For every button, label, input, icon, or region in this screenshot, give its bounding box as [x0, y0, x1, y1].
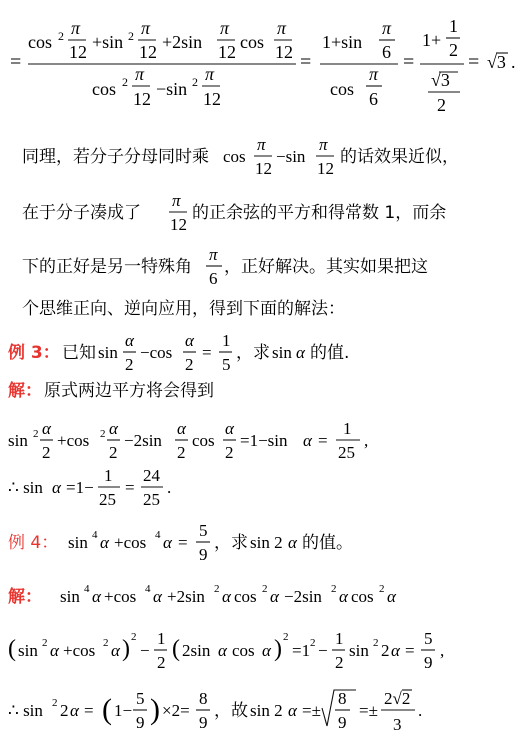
svg-text:6: 6 — [209, 269, 218, 288]
svg-text:原式两边平方将会得到: 原式两边平方将会得到 — [44, 381, 214, 401]
svg-text:6: 6 — [369, 89, 378, 109]
svg-text:12: 12 — [203, 89, 221, 109]
svg-text:4: 4 — [92, 529, 98, 541]
svg-text:，求: ，求 — [214, 533, 248, 553]
svg-text:12: 12 — [170, 215, 187, 234]
svg-text:=: = — [405, 641, 415, 660]
svg-text:=: = — [403, 51, 415, 73]
svg-text:=1: =1 — [292, 641, 311, 660]
svg-text:): ) — [274, 636, 282, 662]
svg-text:4: 4 — [155, 529, 161, 541]
paragraph-line-2: 在于分子凑成了 — [22, 203, 141, 223]
svg-text:−2sin: −2sin — [284, 587, 322, 606]
svg-text:2: 2 — [225, 443, 234, 462]
svg-text:2: 2 — [381, 641, 390, 660]
svg-text:α: α — [50, 641, 59, 660]
paragraph-line-1: 同理，若分子分母同时乘 — [22, 147, 209, 167]
svg-text:α: α — [262, 641, 271, 660]
example-3-label: 例 3： — [8, 343, 60, 363]
svg-text:α: α — [163, 533, 172, 552]
svg-text:2: 2 — [131, 631, 137, 643]
svg-text:2: 2 — [283, 631, 289, 643]
svg-text:cos: cos — [92, 79, 116, 99]
paragraph-line-3: 下的正好是另一特殊角 — [22, 257, 192, 277]
svg-text:=: = — [300, 51, 312, 73]
svg-text:1: 1 — [343, 419, 352, 438]
svg-text:=±: =± — [359, 701, 378, 720]
svg-text:1−: 1− — [114, 701, 133, 720]
svg-text:9: 9 — [338, 713, 347, 732]
svg-text:π: π — [369, 64, 379, 84]
svg-text:sin: sin — [349, 641, 369, 660]
svg-text:+cos: +cos — [104, 587, 137, 606]
paragraph-line-1-end: 的话效果近似， — [340, 147, 459, 167]
svg-text:α: α — [270, 587, 279, 606]
svg-text:已知: 已知 — [62, 343, 96, 363]
svg-text:π: π — [71, 18, 81, 38]
svg-text:π: π — [135, 64, 145, 84]
svg-text:−sin: −sin — [276, 147, 306, 166]
svg-text:2: 2 — [449, 40, 458, 60]
solution-3 — [0, 378, 521, 513]
svg-text:α: α — [303, 431, 312, 450]
svg-text:=: = — [202, 343, 212, 362]
svg-text:α: α — [109, 419, 118, 438]
svg-text:2: 2 — [157, 653, 166, 672]
svg-text:24: 24 — [143, 466, 160, 485]
svg-text:cos: cos — [234, 587, 257, 606]
svg-text:α: α — [391, 641, 400, 660]
svg-text:25: 25 — [99, 490, 116, 509]
svg-text:π: π — [205, 64, 215, 84]
svg-text:,: , — [440, 641, 445, 660]
svg-text:2√2: 2√2 — [384, 689, 411, 708]
svg-text:2: 2 — [192, 75, 198, 89]
svg-text:2: 2 — [60, 701, 69, 720]
svg-text:α: α — [42, 419, 51, 438]
svg-text:cos: cos — [232, 641, 255, 660]
svg-text:2: 2 — [52, 697, 58, 709]
svg-text:α: α — [225, 419, 234, 438]
svg-text:∴ sin: ∴ sin — [8, 478, 43, 497]
svg-text:√3: √3 — [487, 52, 506, 72]
svg-text:α: α — [185, 331, 194, 350]
svg-text:(: ( — [8, 636, 16, 662]
paragraph-line-4: 个思维正向、逆向应用，得到下面的解法： — [22, 299, 345, 319]
svg-text:2: 2 — [125, 355, 134, 374]
svg-text:+2sin: +2sin — [167, 587, 205, 606]
svg-text:2: 2 — [122, 75, 128, 89]
paragraph-line-2-end: 的正余弦的平方和得常数 1，而余 — [192, 203, 447, 223]
svg-text:2: 2 — [100, 428, 106, 440]
svg-text:1+: 1+ — [422, 30, 442, 50]
svg-text:5: 5 — [222, 355, 231, 374]
svg-text:sin 2: sin 2 — [250, 533, 283, 552]
svg-text:=1−: =1− — [66, 478, 94, 497]
paragraph-block — [0, 130, 521, 330]
svg-text:的值.: 的值. — [310, 343, 350, 363]
svg-text:5: 5 — [424, 629, 433, 648]
svg-text:4: 4 — [145, 583, 151, 595]
svg-text:=1−sin: =1−sin — [240, 431, 288, 450]
svg-text:α: α — [222, 587, 231, 606]
svg-text:cos: cos — [192, 431, 215, 450]
svg-text:2: 2 — [33, 428, 39, 440]
svg-text:√3: √3 — [431, 70, 450, 90]
svg-text:2: 2 — [310, 637, 316, 649]
svg-text:π: π — [382, 18, 392, 38]
svg-text:π: π — [257, 135, 266, 154]
svg-text:sin: sin — [272, 343, 292, 362]
svg-text:π: π — [277, 18, 287, 38]
svg-text:9: 9 — [199, 713, 208, 732]
svg-text:(: ( — [172, 636, 180, 662]
svg-text:α: α — [111, 641, 120, 660]
svg-text:9: 9 — [199, 545, 208, 564]
svg-text:12: 12 — [255, 159, 272, 178]
svg-text:12: 12 — [317, 159, 334, 178]
svg-text:8: 8 — [199, 689, 208, 708]
svg-text:1: 1 — [104, 466, 113, 485]
svg-text:sin: sin — [98, 343, 118, 362]
solution-4-label: 解： — [8, 587, 42, 607]
svg-text:α: α — [387, 587, 396, 606]
solution-4 — [0, 578, 521, 755]
svg-text:α: α — [92, 587, 101, 606]
svg-text:25: 25 — [143, 490, 160, 509]
svg-text:sin 2: sin 2 — [250, 701, 283, 720]
svg-text:5: 5 — [136, 689, 145, 708]
svg-text:.: . — [167, 478, 172, 497]
equation-top — [0, 0, 521, 120]
svg-text:=: = — [84, 701, 94, 720]
svg-text:cos: cos — [330, 79, 354, 99]
svg-text:12: 12 — [69, 42, 87, 62]
svg-text:12: 12 — [275, 42, 293, 62]
svg-text:×2=: ×2= — [162, 701, 190, 720]
svg-text:−2sin: −2sin — [124, 431, 162, 450]
svg-text:5: 5 — [199, 521, 208, 540]
svg-text:=: = — [10, 51, 22, 73]
svg-text:2: 2 — [109, 443, 118, 462]
svg-text:α: α — [100, 533, 109, 552]
svg-text:12: 12 — [139, 42, 157, 62]
svg-text:+sin: +sin — [92, 32, 124, 52]
svg-text:9: 9 — [424, 653, 433, 672]
svg-text:25: 25 — [338, 443, 355, 462]
svg-text:+cos: +cos — [57, 431, 90, 450]
svg-text:2: 2 — [103, 637, 109, 649]
svg-text:，求: ，求 — [236, 343, 270, 363]
svg-text:9: 9 — [136, 713, 145, 732]
svg-text:2: 2 — [177, 443, 186, 462]
svg-text:，故: ，故 — [214, 701, 248, 721]
svg-text:.: . — [418, 701, 423, 720]
svg-text:cos: cos — [28, 32, 52, 52]
svg-text:1+sin: 1+sin — [322, 32, 363, 52]
svg-text:2: 2 — [128, 29, 134, 43]
svg-text:.: . — [511, 52, 516, 72]
paragraph-line-3-end: ，正好解决。其实如果把这 — [224, 257, 428, 277]
svg-text:2: 2 — [42, 443, 51, 462]
svg-text:−: − — [140, 641, 150, 660]
svg-text:α: α — [70, 701, 79, 720]
svg-text:,: , — [364, 431, 369, 450]
svg-text:∴ sin: ∴ sin — [8, 701, 43, 720]
svg-text:−: − — [318, 641, 328, 660]
svg-text:1: 1 — [449, 16, 458, 36]
svg-text:α: α — [296, 343, 305, 362]
svg-text:1: 1 — [222, 331, 231, 350]
svg-text:α: α — [218, 641, 227, 660]
svg-text:cos: cos — [223, 147, 246, 166]
svg-text:2sin: 2sin — [182, 641, 211, 660]
svg-text:2: 2 — [185, 355, 194, 374]
example-4 — [0, 520, 521, 575]
example-4-label: 例 4： — [8, 533, 59, 553]
svg-text:): ) — [150, 693, 160, 726]
svg-text:=±: =± — [302, 701, 321, 720]
solution-3-label: 解： — [8, 381, 42, 401]
svg-text:8: 8 — [338, 689, 347, 708]
svg-text:=: = — [318, 431, 328, 450]
svg-text:+2sin: +2sin — [162, 32, 203, 52]
svg-text:π: π — [209, 245, 218, 264]
svg-text:): ) — [122, 636, 130, 662]
svg-text:cos: cos — [351, 587, 374, 606]
svg-text:−sin: −sin — [156, 79, 188, 99]
svg-text:4: 4 — [84, 583, 90, 595]
svg-text:2: 2 — [214, 583, 220, 595]
svg-text:−cos: −cos — [140, 343, 173, 362]
svg-text:=: = — [468, 51, 480, 73]
svg-text:sin: sin — [60, 587, 80, 606]
svg-text:2: 2 — [373, 637, 379, 649]
svg-text:sin: sin — [18, 641, 38, 660]
svg-text:π: π — [172, 191, 181, 210]
svg-text:1: 1 — [335, 629, 344, 648]
svg-text:α: α — [125, 331, 134, 350]
svg-text:12: 12 — [218, 42, 236, 62]
svg-text:π: π — [141, 18, 151, 38]
svg-text:3: 3 — [393, 715, 402, 734]
svg-text:2: 2 — [58, 29, 64, 43]
svg-text:α: α — [339, 587, 348, 606]
svg-text:1: 1 — [157, 629, 166, 648]
svg-text:α: α — [153, 587, 162, 606]
svg-text:(: ( — [102, 693, 112, 726]
svg-text:的值。: 的值。 — [302, 533, 353, 553]
svg-text:cos: cos — [240, 32, 264, 52]
svg-text:2: 2 — [335, 653, 344, 672]
svg-text:2: 2 — [42, 637, 48, 649]
svg-text:2: 2 — [331, 583, 337, 595]
svg-text:=: = — [178, 533, 188, 552]
svg-text:α: α — [177, 419, 186, 438]
svg-text:12: 12 — [133, 89, 151, 109]
svg-text:α: α — [288, 701, 297, 720]
svg-text:sin: sin — [8, 431, 28, 450]
svg-text:π: π — [220, 18, 230, 38]
svg-text:=: = — [125, 478, 135, 497]
svg-text:π: π — [319, 135, 328, 154]
svg-text:2: 2 — [379, 583, 385, 595]
svg-text:sin: sin — [68, 533, 88, 552]
svg-text:+cos: +cos — [114, 533, 147, 552]
svg-text:2: 2 — [262, 583, 268, 595]
svg-text:6: 6 — [382, 42, 391, 62]
svg-text:α: α — [288, 533, 297, 552]
svg-text:2: 2 — [437, 95, 446, 115]
svg-text:+cos: +cos — [63, 641, 96, 660]
svg-text:α: α — [52, 478, 61, 497]
